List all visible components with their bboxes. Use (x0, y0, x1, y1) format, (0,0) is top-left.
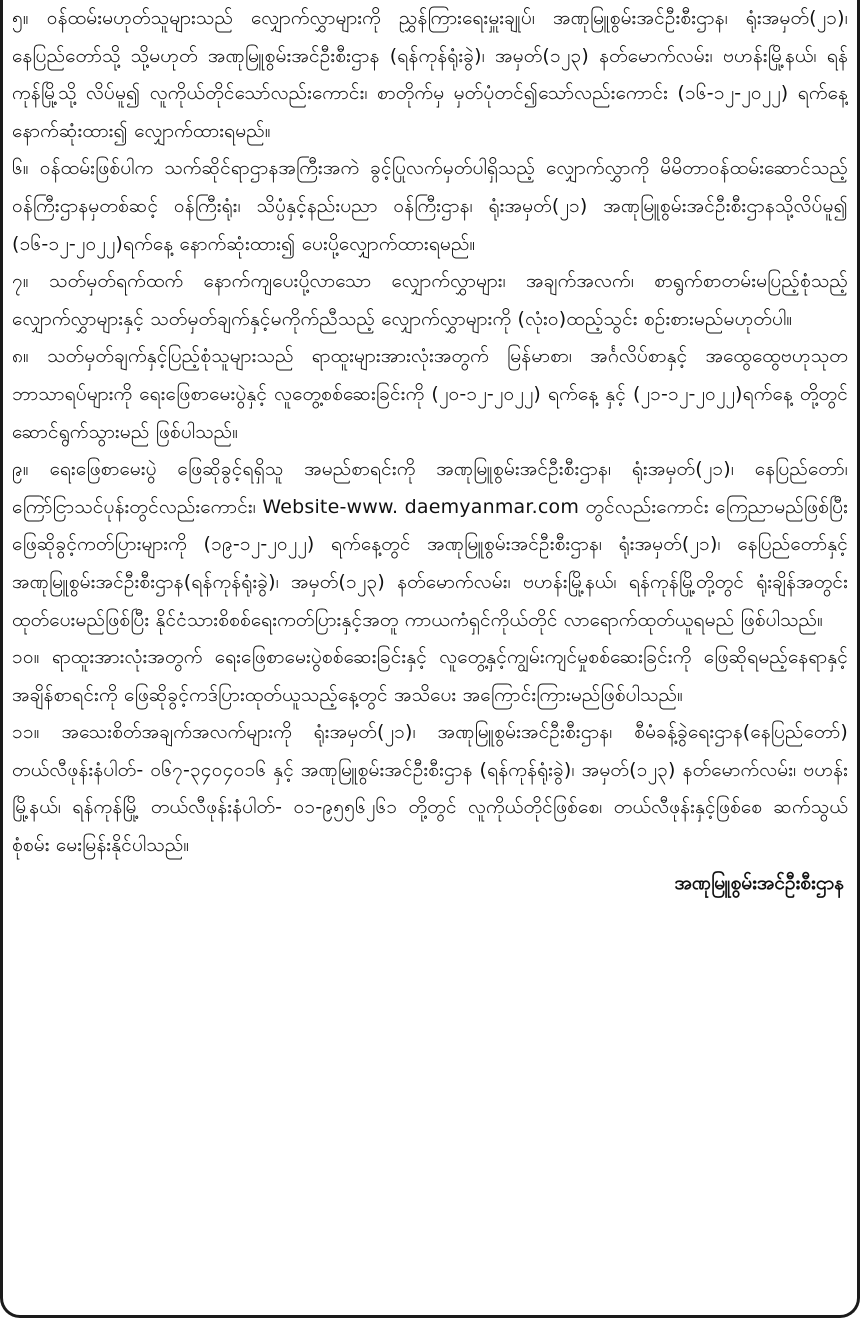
paragraph-10: ၁၀။ ရာထူးအားလုံးအတွက် ရေးဖြေစာမေးပွဲစစ်ဆေးခြင်းနှင့် လူတွေ့နှင့်ကျွမ်းကျင်မှုစစ်ဆေးခြင်းကို ဖြေဆိုရမည့်နေရာနှင့် အချိန်စာရင်းကို ဖြေဆိုခွင့်ကဒ်ပြားထုတ်ယူသည့်နေ့တွင် အသိပေး အကြောင်းကြားမည်ဖြစ်ပါသည်။ (12, 646, 848, 706)
paragraph-5: ၅။ ဝန်ထမ်းမဟုတ်သူများသည် လျှောက်လွှာများကို ညွှန်ကြားရေးမှူးချုပ်၊ အဏုမြူစွမ်းအင်ဦးစီးဌာန၊ ရုံးအမှတ်(၂၁)၊ နေပြည်တော်သို့ သို့မဟုတ် အဏုမြူစွမ်းအင်ဦးစီးဌာန (ရန်ကုန်ရုံးခွဲ)၊ အမှတ်(၁၂၃) နတ်မောက်လမ်း၊ ဗဟန်းမြို့နယ်၊ ရန်ကုန်မြို့သို့ လိပ်မူ၍ လူကိုယ်တိုင်သော်လည်းကောင်း၊ စာတိုက်မှ မှတ်ပုံတင်၍သော်လည်းကောင်း (၁၆-၁၂-၂၀၂၂) ရက်နေ့ နောက်ဆုံးထား၍ လျှောက်ထားရမည်။ (12, 7, 848, 142)
paragraph-11: ၁၁။ အသေးစိတ်အချက်အလက်များကို ရုံးအမှတ်(၂၁)၊ အဏုမြူစွမ်းအင်ဦးစီးဌာန၊ စီမံခန့်ခွဲရေးဌာန(နေပြည်တော်) တယ်လီဖုန်းနံပါတ်- ၀၆၇-၃၄၀၄၀၁၆ နှင့် အဏုမြူစွမ်းအင်ဦးစီးဌာန (ရန်ကုန်ရုံးခွဲ)၊ အမှတ်(၁၂၃) နတ်မောက်လမ်း၊ ဗဟန်းမြို့နယ်၊ ရန်ကုန်မြို့ တယ်လီဖုန်းနံပါတ်- ၀၁-၉၅၅၆၂၆၁ တို့တွင် လူကိုယ်တိုင်ဖြစ်စေ၊ တယ်လီဖုန်းနှင့်ဖြစ်စေ ဆက်သွယ်စုံစမ်း မေးမြန်းနိုင်ပါသည်။ (12, 721, 848, 857)
paragraph-8: ၈။ သတ်မှတ်ချက်နှင့်ပြည့်စုံသူများသည် ရာထူးများအားလုံးအတွက် မြန်မာစာ၊ အင်္ဂလိပ်စာနှင့် အထွေထွေဗဟုသုတဘာသာရပ်များကို ရေးဖြေစာမေးပွဲနှင့် လူတွေ့စစ်ဆေးခြင်းကို (၂၀-၁၂-၂၀၂၂) ရက်နေ့ နှင့် (၂၁-၁၂-၂၀၂၂)ရက်နေ့ တို့တွင် ဆောင်ရွက်သွားမည် ဖြစ်ပါသည်။ (12, 345, 848, 443)
department-signature: အဏုမြူစွမ်းအင်ဦးစီးဌာန (674, 871, 844, 894)
paragraph-7: ၇။ သတ်မှတ်ရက်ထက် နောက်ကျပေးပို့လာသော လျှောက်လွှာများ၊ အချက်အလက်၊ စာရွက်စာတမ်းမပြည့်စုံသည့် လျှောက်လွှာများနှင့် သတ်မှတ်ချက်နှင့်မကိုက်ညီသည့် လျှောက်လွှာများကို (လုံးဝ)ထည့်သွင်း စဉ်းစားမည်မဟုတ်ပါ။ (12, 270, 848, 330)
paragraph-9: ၉။ ရေးဖြေစာမေးပွဲ ဖြေဆိုခွင့်ရရှိသူ အမည်စာရင်းကို အဏုမြူစွမ်းအင်ဦးစီးဌာန၊ ရုံးအမှတ်(၂၁)၊ နေပြည်တော်၊ ကြော်ငြာသင်ပုန်းတွင်လည်းကောင်း၊ Website-www. daemyanmar.com တွင်လည်းကောင်း ကြေညာမည်ဖြစ်ပြီး ဖြေဆိုခွင့်ကတ်ပြားများကို (၁၉-၁၂-၂၀၂၂) ရက်နေ့တွင် အဏုမြူစွမ်းအင်ဦးစီးဌာန၊ ရုံးအမှတ်(၂၁)၊ နေပြည်တော်နှင့် အဏုမြူစွမ်းအင်ဦးစီးဌာန(ရန်ကုန်ရုံးခွဲ)၊ အမှတ်(၁၂၃) နတ်မောက်လမ်း၊ ဗဟန်းမြို့နယ်၊ ရန်ကုန်မြို့တို့တွင် ရုံးချိန်အတွင်းထုတ်ပေးမည်ဖြစ်ပြီး နိုင်ငံသားစိစစ်ရေးကတ်ပြားနှင့်အတူ ကာယကံရှင်ကိုယ်တိုင် လာရောက်ထုတ်ယူရမည် ဖြစ်ပါသည်။ (12, 458, 848, 631)
notice-body (12, 0, 848, 1315)
paragraph-6: ၆။ ဝန်ထမ်းဖြစ်ပါက သက်ဆိုင်ရာဌာနအကြီးအကဲ ခွင့်ပြုလက်မှတ်ပါရှိသည့် လျှောက်လွှာကို မိမိတာဝန်ထမ်းဆောင်သည့် ဝန်ကြီးဌာနမှတစ်ဆင့် ဝန်ကြီးရုံး၊ သိပ္ပံနှင့်နည်းပညာ ဝန်ကြီးဌာန၊ ရုံးအမှတ်(၂၁) အဏုမြူစွမ်းအင်ဦးစီးဌာနသို့လိပ်မူ၍ (၁၆-၁၂-၂၀၂၂)ရက်နေ့ နောက်ဆုံးထား၍ ပေးပို့လျှောက်ထားရမည်။ (12, 157, 848, 255)
